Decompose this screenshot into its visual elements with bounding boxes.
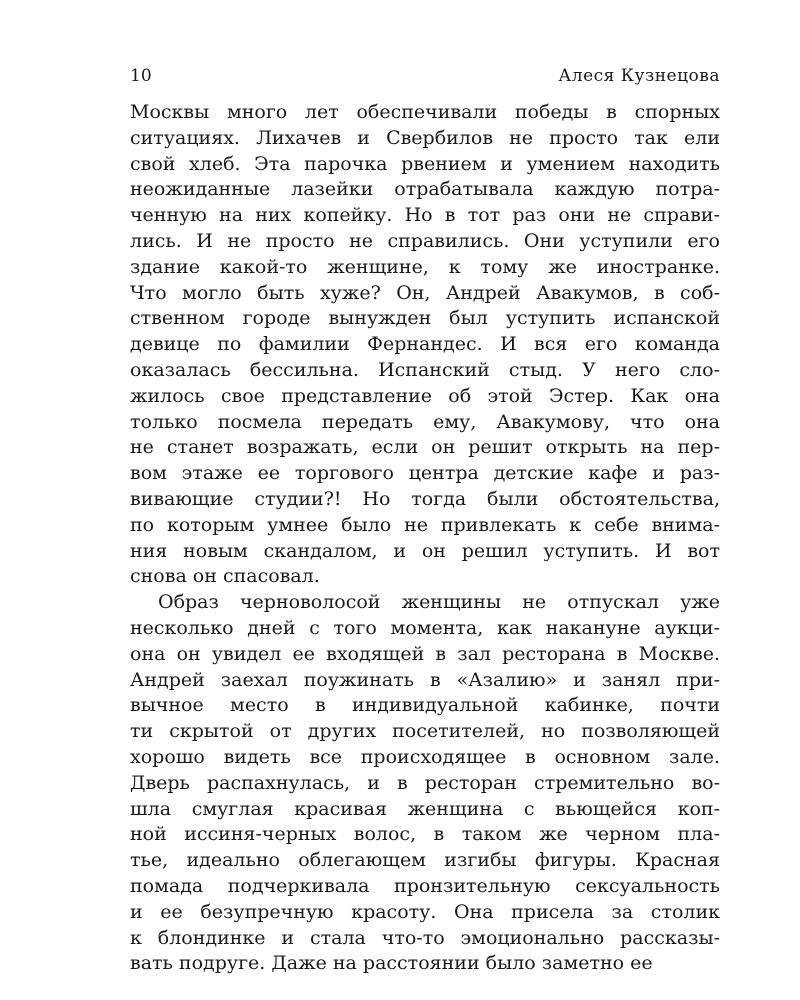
text-line: Дверь распахнулась, и в ресторан стремительно во- bbox=[130, 771, 720, 794]
author-name: Алеся Кузнецова bbox=[558, 66, 720, 86]
text-line: только посмела передать ему, Авакумову, что она bbox=[130, 410, 720, 433]
text-line: оказалась бессильна. Испанский стыд. У него сло- bbox=[130, 358, 720, 381]
text-line: тье, идеально облегающем изгибы фигуры. Красная bbox=[130, 849, 720, 872]
text-line: снова он спасовал. bbox=[130, 565, 320, 588]
text-line: девице по фамилии Фернандес. И вся его команда bbox=[130, 333, 720, 356]
text-line: ной иссиня-черных волос, в таком же черном пла- bbox=[130, 823, 720, 846]
text-line: хорошо видеть все происходящее в основном зале. bbox=[130, 745, 720, 768]
text-line: жилось свое представление об этой Эстер. Как она bbox=[130, 384, 720, 407]
text-line: она он увидел ее входящей в зал ресторана в Москве. bbox=[130, 642, 720, 665]
page-number: 10 bbox=[130, 66, 152, 86]
text-line: вом этаже ее торгового центра детские кафе и раз- bbox=[130, 462, 720, 485]
text-line: шла смуглая красивая женщина с вьющейся коп- bbox=[130, 797, 720, 820]
text-line: лись. И не просто не справились. Они уступили его bbox=[130, 229, 720, 252]
paragraph bbox=[130, 590, 720, 977]
text-line: ченную на них копейку. Но в тот раз они не справи- bbox=[130, 204, 720, 227]
text-line: и ее безупречную красоту. Она присела за столик bbox=[130, 900, 720, 923]
text-line: вивающие студии?! Но тогда были обстоятельства, bbox=[130, 487, 720, 510]
text-line: вать подруге. Даже на расстоянии было заметно ее bbox=[130, 952, 653, 975]
running-head bbox=[130, 64, 720, 88]
text-line: здание какой-то женщине, к тому же иностранке. bbox=[130, 255, 720, 278]
paragraph bbox=[130, 100, 720, 590]
text-line: по которым умнее было не привлекать к себе внима- bbox=[130, 513, 720, 536]
text-line: ния новым скандалом, и он решил уступить. И вот bbox=[130, 539, 720, 562]
text-line: неожиданные лазейки отрабатывала каждую потра- bbox=[130, 178, 720, 201]
text-line: к блондинке и стала что-то эмоционально рассказы- bbox=[130, 926, 720, 949]
text-line: несколько дней с того момента, как накануне аукци- bbox=[130, 616, 720, 639]
text-line: свой хлеб. Эта парочка рвением и умением находить bbox=[130, 152, 720, 175]
text-line: Москвы много лет обеспечивали победы в спорных bbox=[130, 101, 720, 123]
text-line: Что могло быть хуже? Он, Андрей Авакумов, в соб- bbox=[130, 281, 720, 304]
text-line: Андрей заехал поужинать в «Азалию» и занял при- bbox=[130, 668, 720, 691]
text-line: вычное место в индивидуальной кабинке, почти bbox=[130, 694, 720, 717]
text-line: помада подчеркивала пронзительную сексуальность bbox=[130, 874, 720, 897]
text-line: ти скрытой от других посетителей, но позволяющей bbox=[130, 720, 720, 743]
text-line: ственном городе вынужден был уступить испанской bbox=[130, 307, 720, 330]
text-line: Образ черноволосой женщины не отпускал уже bbox=[158, 591, 720, 614]
text-line: не станет возражать, если он решит открыть на пер- bbox=[130, 436, 720, 459]
body-text bbox=[130, 100, 720, 977]
text-line: ситуациях. Лихачев и Свербилов не просто так ели bbox=[130, 126, 720, 149]
